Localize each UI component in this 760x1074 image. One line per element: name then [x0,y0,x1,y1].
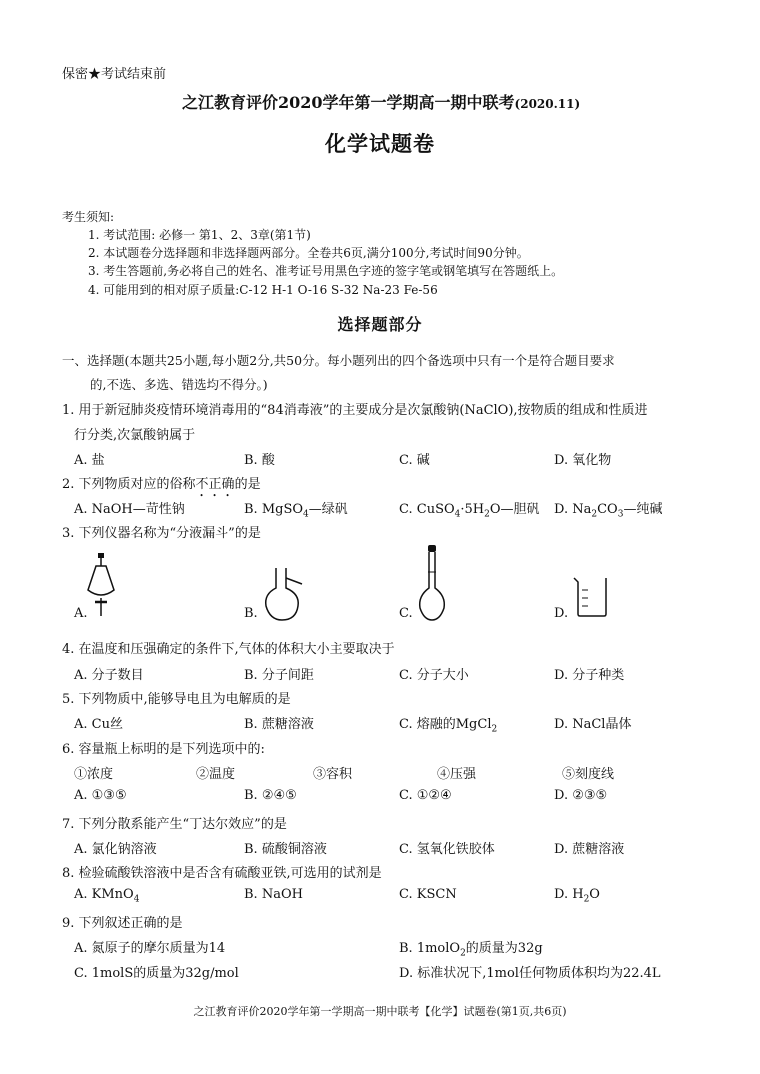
q6-item: ①浓度 [74,767,114,782]
q2-option-b: B. MgSO$_4$—绿矾 [244,502,348,520]
q7-stem: 7. 下列分散系能产生“丁达尔效应”的是 [62,817,287,832]
notice-item: 1. 考试范围: 必修一 第1、2、3章(第1节) [88,228,311,242]
volumetric-flask-icon [414,544,450,624]
q9-option-a: A. 氮原子的摩尔质量为14 [74,941,226,956]
section-title: 选择题部分 [337,315,423,334]
q9-option-d: D. 标准状况下,1mol任何物质体积均为22.4L [399,966,661,981]
section-intro-line2: 的,不选、多选、错选均不得分。) [90,377,268,392]
q7-option-a: A. 氯化钠溶液 [74,842,157,857]
q8-option-d: D. $H_2O$ [554,887,600,905]
q2-option-a: A. NaOH—苛性钠 [74,502,185,517]
q2-option-d: D. $Na_2CO_3—$纯碱 [554,502,663,520]
separatory-funnel-icon [84,552,120,618]
q3-option-b: B. [244,606,258,621]
q1-option-a: A. 盐 [74,453,105,468]
q9-option-b: B. 1molO$_2$的质量为32g [399,941,543,959]
q2-stem-post: 的是 [234,477,261,492]
q1-option-b: B. 酸 [244,453,275,468]
q2-option-c: C. $CuSO_4\cdot 5H_2O—$胆矾 [399,502,540,520]
paper-subtitle: 化学试题卷 [325,131,435,156]
q7-option-d: D. 蔗糖溶液 [554,842,625,857]
q2-stem [62,473,261,500]
q6-option-a: A. ①③⑤ [74,788,127,803]
q7-option-c: C. 氢氧化铁胶体 [399,842,495,857]
q9-option-c: C. 1molS的质量为32g/mol [74,966,239,981]
confidential-label: 保密★考试结束前 [62,67,167,82]
q8-option-c: C. KSCN [399,887,457,902]
q6-item: ③容积 [313,767,353,782]
q2-stem-emphasis: 不正确 [195,477,235,492]
exam-date: (2020.11) [514,97,581,111]
notice-heading: 考生须知: [62,210,115,224]
q3-option-c: C. [399,606,413,621]
q1-stem-line2: 行分类,次氯酸钠属于 [74,428,196,443]
q3-option-d: D. [554,606,569,621]
q1-option-c: C. 碱 [399,453,430,468]
q5-option-a: A. Cu丝 [74,717,123,732]
q8-option-a: A. KMnO$_4$ [74,887,140,905]
notice-item: 2. 本试题卷分选择题和非选择题两部分。全卷共6页,满分100分,考试时间90分钟。 [88,246,529,260]
q5-option-b: B. 蔗糖溶液 [244,717,314,732]
q3-option-a: A. [74,606,88,621]
q1-option-d: D. 氧化物 [554,453,612,468]
exam-title-text: 之江教育评价2020学年第一学期高一期中联考 [182,93,515,112]
q4-option-c: C. 分子大小 [399,668,469,683]
q4-option-a: A. 分子数目 [74,668,144,683]
q2-stem-pre: 2. 下列物质对应的俗称 [62,477,196,492]
notice-item: 4. 可能用到的相对原子质量:C-12 H-1 O-16 S-32 Na-23 Fe-56 [88,283,438,297]
q6-item: ⑤刻度线 [562,767,615,782]
q4-option-d: D. 分子种类 [554,668,625,683]
q6-option-d: D. ②③⑤ [554,788,608,803]
q4-stem: 4. 在温度和压强确定的条件下,气体的体积大小主要取决于 [62,642,395,657]
q8-option-b: B. NaOH [244,887,303,902]
page-footer: 之江教育评价2020学年第一学期高一期中联考【化学】试题卷(第1页,共6页) [193,1005,567,1018]
distilling-flask-icon [262,566,304,622]
exam-title [182,90,580,113]
q6-item: ④压强 [437,767,477,782]
q6-item: ②温度 [196,767,236,782]
q9-stem: 9. 下列叙述正确的是 [62,916,183,931]
notice-item: 3. 考生答题前,务必将自己的姓名、准考证号用黑色字迹的签字笔或钢笔填写在答题纸上。 [88,264,564,278]
section-intro-line1: 一、选择题(本题共25小题,每小题2分,共50分。每小题列出的四个备选项中只有一个是符合题目要求 [62,353,615,368]
q5-stem: 5. 下列物质中,能够导电且为电解质的是 [62,692,291,707]
q6-option-c: C. ①②④ [399,788,452,803]
q8-stem: 8. 检验硫酸铁溶液中是否含有硫酸亚铁,可选用的试剂是 [62,866,382,881]
q6-option-b: B. ②④⑤ [244,788,297,803]
q1-stem-line1: 1. 用于新冠肺炎疫情环境消毒用的“84消毒液”的主要成分是次氯酸钠(NaClO),按物质的组成和性质进 [62,403,648,418]
q5-option-d: D. NaCl晶体 [554,717,632,732]
q7-option-b: B. 硫酸铜溶液 [244,842,327,857]
beaker-icon [572,576,612,618]
q3-stem: 3. 下列仪器名称为“分液漏斗”的是 [62,526,261,541]
q5-option-c: C. 熔融的MgCl$_2$ [399,717,498,735]
q6-stem: 6. 容量瓶上标明的是下列选项中的: [62,742,265,757]
q4-option-b: B. 分子间距 [244,668,314,683]
